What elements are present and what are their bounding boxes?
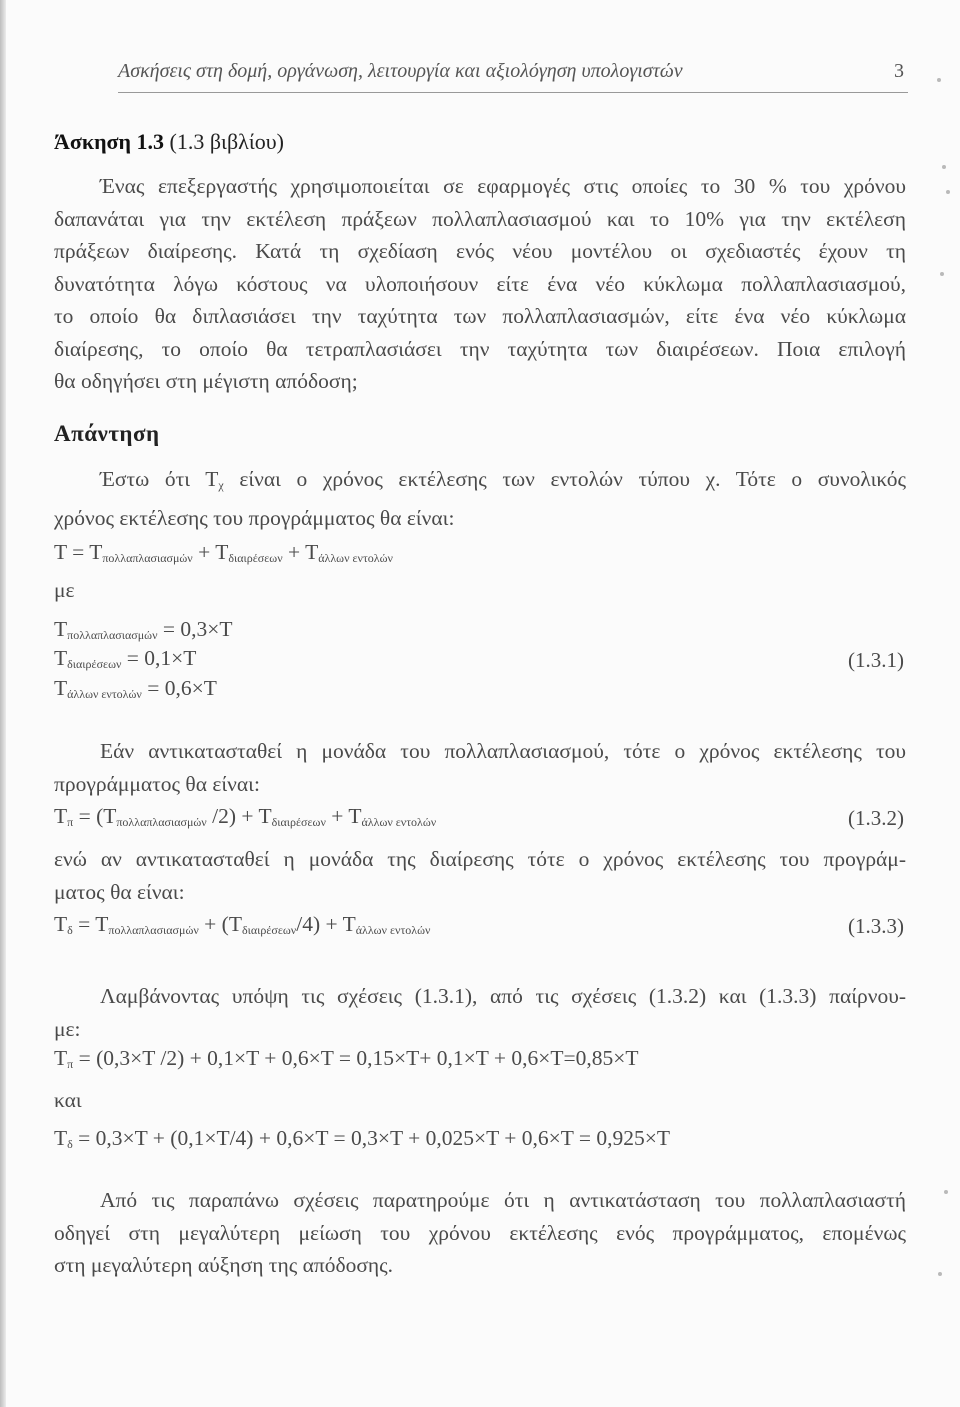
result-t-delta: $T_\delta = 0,3\times T + (0,1\times T/4) + 0,6\times T = 0,3\times T + 0,025\times T + 0,6\times T = 0,925\times T$ <box>54 1126 670 1151</box>
definition-div: $T_{\delta\iota\alpha\iota\rho έ\sigma\varepsilon\omega\nu} = 0,1\times T$ <box>54 646 197 671</box>
statement-line: δαπανάται για την εκτέλεση πράξεων πολλαπλασιασμού και το 10% για την εκτέλεση <box>54 206 906 231</box>
running-header <box>118 58 908 93</box>
scan-edge <box>0 0 6 1407</box>
scan-speck <box>940 272 944 276</box>
equation-number-3: (1.3.3) <box>848 914 904 938</box>
equation-t-pi: $T_\pi = (T_{\pi o\lambda\lambda\alpha\pi\lambda\alpha\sigma\iota\alpha\sigma\mu ώ\nu}$ $/2) + T_{\delta\iota\alpha\iota\rho έ\sigma\varepsilon\omega\nu} + T_{ά\lambda\lambda\omega\nu \varepsilon\nu\tau o\lambda ώ\nu}$ <box>54 804 437 829</box>
statement-line: το οποίο θα διπλασιάσει την ταχύτητα των πολλαπλασιασμών, είτε ένα νέο κύκλωμα <box>54 304 906 328</box>
header-title: Ασκήσεις στη δομή, οργάνωση, λειτουργία και αξιολόγηση υπολογιστών <box>118 60 683 82</box>
conclusion-line: Από τις παραπάνω σχέσεις παρατηρούμε ότι η αντικατάσταση του πολλαπλασιαστή <box>100 1188 906 1212</box>
paragraph-replace-mult <box>54 735 906 800</box>
answer-title: Απάντηση <box>54 421 160 446</box>
scan-speck <box>944 1190 948 1194</box>
definition-other: $T_{ά\lambda\lambda\omega\nu \varepsilon\nu\tau o\lambda ώ\nu} = 0,6\times T$ <box>54 676 217 701</box>
scan-speck <box>937 78 941 82</box>
paragraph-line: ενώ αν αντικατασταθεί η μονάδα της διαίρεσης τότε ο χρόνος εκτέλεσης του προγράμ- <box>54 847 906 871</box>
statement-line: θα οδηγήσει στη μέγιστη απόδοση; <box>54 369 358 393</box>
scan-speck <box>938 1272 942 1276</box>
intro-line: Έστω ότι $T_\chi$ είναι ο χρόνος εκτέλεσης των εντολών τύπου χ. Τότε ο συνολικός <box>100 467 906 492</box>
paragraph-line: προγράμματος θα είναι: <box>54 771 260 796</box>
statement-line: Ένας επεξεργαστής χρησιμοποιείται σε εφαρμογές στις οποίες το 30 % του χρόνου <box>100 174 906 198</box>
conclusion <box>54 1184 906 1282</box>
exercise-title <box>54 129 284 155</box>
exercise-statement <box>54 170 906 398</box>
paragraph-line: Εάν αντικατασταθεί η μονάδα του πολλαπλασιασμού, τότε ο χρόνος εκτέλεσης του <box>100 739 906 763</box>
paragraph-line: Λαμβάνοντας υπόψη τις σχέσεις (1.3.1), από τις σχέσεις (1.3.2) και (1.3.3) παίρνου- <box>100 984 906 1008</box>
exercise-label: Άσκηση 1.3 <box>54 129 165 154</box>
definition-mult: $T_{\pi o\lambda\lambda\alpha\pi\lambda\alpha\sigma\iota\alpha\sigma\mu ώ\nu} = 0,3\times T$ <box>54 617 233 642</box>
equation-number-2: (1.3.2) <box>848 806 904 830</box>
paragraph-line: ματος θα είναι: <box>54 879 185 904</box>
and-label: και <box>54 1088 82 1112</box>
statement-line: δυνατότητα λόγω κόστους να υλοποιήσουν είτε ένα νέο κύκλωμα πολλαπλασιασμού, <box>54 271 906 296</box>
result-t-pi: $T_\pi = (0,3\times T$ /2) + 0,1×Τ + 0,6×Τ = 0,15×Τ+ 0,1×Τ + 0,6×Τ=0,85×Τ <box>54 1046 639 1071</box>
with-label: με <box>54 578 75 602</box>
answer-intro <box>54 463 906 534</box>
conclusion-line: οδηγεί στη μεγαλύτερη μείωση του χρόνου εκτέλεσης ενός προγράμματος, επομένως <box>54 1220 906 1245</box>
scan-speck <box>942 165 946 169</box>
exercise-ref: (1.3 βιβλίου) <box>164 129 284 154</box>
page-number: 3 <box>894 60 904 82</box>
conclusion-line: στη μεγαλύτερη αύξηση της απόδοσης. <box>54 1253 394 1277</box>
equation-number-1: (1.3.1) <box>848 648 904 672</box>
equation-total-time: $T = T_{\pi o\lambda\lambda\alpha\pi\lambda\alpha\sigma\iota\alpha\sigma\mu ώ\nu} + T_{\delta\iota\alpha\iota\rho έ\sigma\varepsilon\omega\nu} + T_{ά\lambda\lambda\omega\nu \varepsilon\nu\tau o\lambda ώ\nu}$ <box>54 540 393 565</box>
equation-t-delta: $T_\delta = T_{\pi o\lambda\lambda\alpha\pi\lambda\alpha\sigma\iota\alpha\sigma\mu ώ\nu} + (T_{\delta\iota\alpha\iota\rho έ\sigma\varepsilon\omega\nu}/4) + T_{ά\lambda\lambda\omega\nu \varepsilon\nu\tau o\lambda ώ\nu}$ <box>54 912 431 937</box>
statement-line: πράξεων διαίρεσης. Κατά τη σχεδίαση ενός νέου μοντέλου οι σχεδιαστές έχουν τη <box>54 239 906 263</box>
paragraph-line: με: <box>54 1016 81 1041</box>
paragraph-replace-div <box>54 843 906 908</box>
paragraph-taking <box>54 980 906 1045</box>
statement-line: διαίρεσης, το οποίο θα τετραπλασιάσει την ταχύτητα των διαιρέσεων. Ποια επιλογή <box>54 336 906 361</box>
intro-line: χρόνος εκτέλεσης του προγράμματος θα είναι: <box>54 505 455 530</box>
scan-speck <box>946 190 950 194</box>
